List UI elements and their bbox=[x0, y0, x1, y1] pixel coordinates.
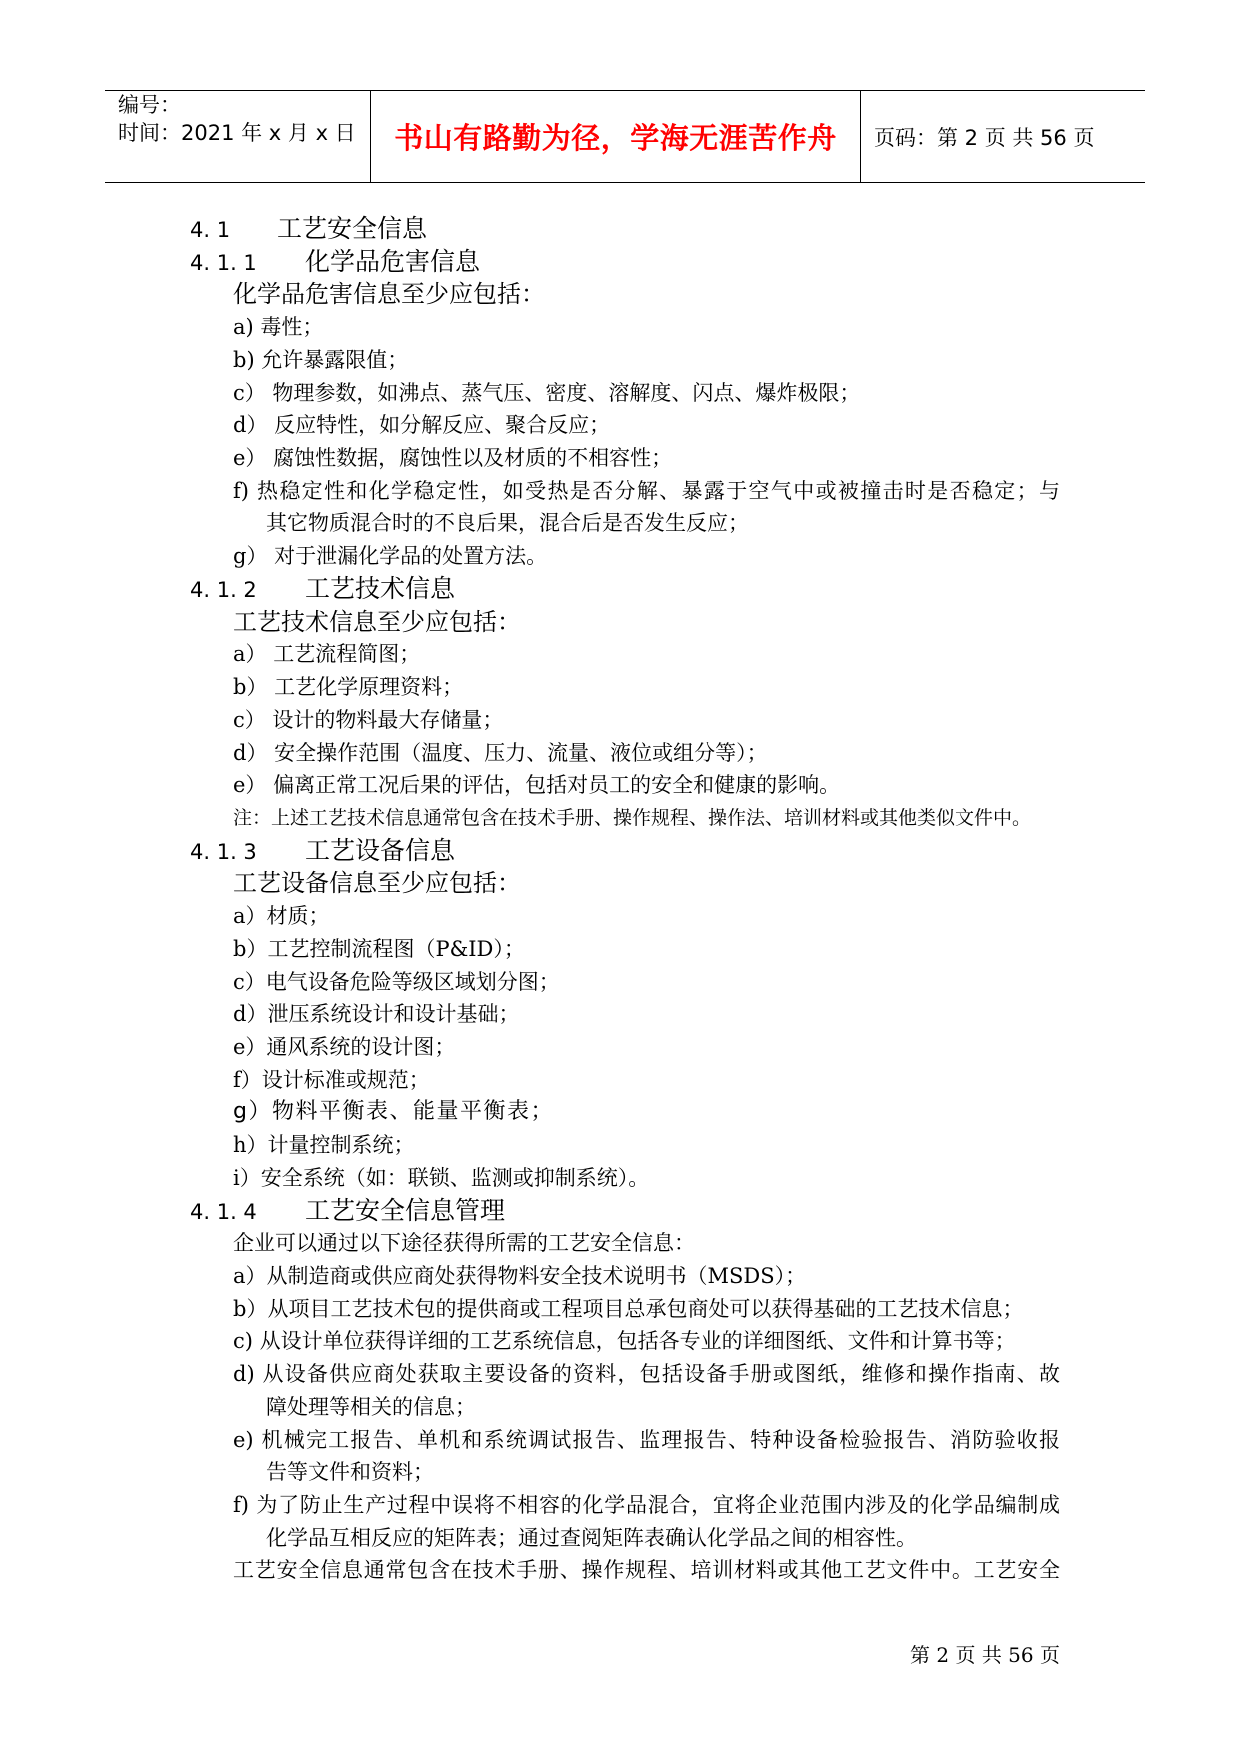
document-number-label: 编号： bbox=[118, 93, 181, 117]
list-item: b) 允许暴露限值； bbox=[233, 347, 409, 372]
list-item: h）计量控制系统； bbox=[233, 1133, 415, 1158]
list-item: e）通风系统的设计图； bbox=[233, 1034, 456, 1059]
list-item: b）从项目工艺技术包的提供商或工程项目总承包商处可以获得基础的工艺技术信息； bbox=[233, 1296, 1024, 1321]
header-left-cell bbox=[105, 91, 370, 182]
subsection-heading bbox=[0, 573, 1241, 606]
footer-page-number: 第 2 页 共 56 页 bbox=[910, 1643, 1060, 1667]
list-item-continuation: 化学品互相反应的矩阵表；通过查阅矩阵表确认化学品之间的相容性。 bbox=[266, 1525, 917, 1550]
list-item: g） 对于泄漏化学品的处置方法。 bbox=[233, 544, 548, 569]
section-heading bbox=[0, 213, 1241, 246]
list-item: d）泄压系统设计和设计基础； bbox=[233, 1002, 520, 1027]
subsection-title: 工艺设备信息 bbox=[305, 835, 456, 865]
list-item: c） 设计的物料最大存储量； bbox=[233, 707, 504, 732]
subsection-title: 化学品危害信息 bbox=[305, 246, 481, 276]
list-item-continuation: 障处理等相关的信息； bbox=[266, 1394, 476, 1419]
subsection-intro: 企业可以通过以下途径获得所需的工艺安全信息： bbox=[233, 1231, 695, 1256]
motto: 书山有路勤为径，学海无涯苦作舟 bbox=[394, 121, 837, 155]
list-item: a） 工艺流程简图； bbox=[233, 642, 421, 667]
subsection-number: 4. 1. 3 bbox=[190, 839, 257, 864]
section-title: 工艺安全信息 bbox=[277, 214, 428, 243]
list-item-continuation: 其它物质混合时的不良后果，混合后是否发生反应； bbox=[266, 511, 749, 536]
header-table bbox=[105, 90, 1145, 183]
list-item: d) 从设备供应商处获取主要设备的资料，包括设备手册或图纸，维修和操作指南、故 bbox=[233, 1362, 1060, 1387]
list-item: b）工艺控制流程图（P&ID）； bbox=[233, 936, 525, 961]
list-item: d） 反应特性，如分解反应、聚合反应； bbox=[233, 413, 611, 438]
list-item: f）设计标准或规范； bbox=[233, 1067, 430, 1092]
list-item: c) 从设计单位获得详细的工艺系统信息，包括各专业的详细图纸、文件和计算书等； bbox=[233, 1329, 1016, 1354]
subsection-number: 4. 1. 1 bbox=[190, 250, 257, 275]
section-number: 4. 1 bbox=[190, 218, 231, 242]
list-item: g）物料平衡表、能量平衡表； bbox=[233, 1099, 554, 1125]
list-item: c） 物理参数，如沸点、蒸气压、密度、溶解度、闪点、爆炸极限； bbox=[233, 380, 861, 405]
subsection-heading bbox=[0, 835, 1241, 868]
subsection-number: 4. 1. 2 bbox=[190, 577, 257, 602]
list-item: a）从制造商或供应商处获得物料安全技术说明书（MSDS）； bbox=[233, 1264, 807, 1288]
subsection-title: 工艺技术信息 bbox=[305, 573, 456, 603]
subsection-number: 4. 1. 4 bbox=[190, 1199, 257, 1224]
list-item: f) 为了防止生产过程中误将不相容的化学品混合，宜将企业范围内涉及的化学品编制成 bbox=[233, 1493, 1060, 1518]
subsection-intro: 工艺技术信息至少应包括： bbox=[233, 607, 521, 636]
list-item: d） 安全操作范围（温度、压力、流量、液位或组分等）； bbox=[233, 740, 768, 765]
subsection-title: 工艺安全信息管理 bbox=[305, 1195, 506, 1225]
subsection-intro: 化学品危害信息至少应包括： bbox=[233, 280, 545, 309]
list-item: b） 工艺化学原理资料； bbox=[233, 675, 464, 700]
subsection-heading bbox=[0, 1195, 1241, 1228]
document-body bbox=[0, 213, 1241, 1587]
subsection-heading bbox=[0, 246, 1241, 279]
list-item: a）材质； bbox=[233, 904, 330, 929]
list-item: e） 偏离正常工况后果的评估，包括对员工的安全和健康的影响。 bbox=[233, 773, 841, 798]
header-middle-cell bbox=[370, 91, 861, 182]
list-item: i）安全系统（如：联锁、监测或抑制系统）。 bbox=[233, 1165, 650, 1190]
closing-paragraph: 工艺安全信息通常包含在技术手册、操作规程、培训材料或其他工艺文件中。工艺安全 bbox=[233, 1558, 1060, 1583]
list-item: e) 机械完工报告、单机和系统调试报告、监理报告、特种设备检验报告、消防验收报 bbox=[233, 1427, 1060, 1452]
subsection-intro: 工艺设备信息至少应包括： bbox=[233, 869, 521, 898]
note: 注：上述工艺技术信息通常包含在技术手册、操作规程、操作法、培训材料或其他类似文件中。 bbox=[233, 806, 1032, 829]
list-item: e） 腐蚀性数据，腐蚀性以及材质的不相容性； bbox=[233, 446, 673, 471]
list-item-continuation: 告等文件和资料； bbox=[266, 1460, 434, 1485]
list-item: a) 毒性； bbox=[233, 315, 324, 340]
list-item: f) 热稳定性和化学稳定性，如受热是否分解、暴露于空气中或被撞击时是否稳定；与 bbox=[233, 478, 1060, 503]
list-item: c）电气设备危险等级区域划分图； bbox=[233, 969, 560, 994]
page-info: 页码：第 2 页 共 56 页 bbox=[874, 125, 1095, 150]
header-right-cell bbox=[861, 91, 1145, 182]
document-date: 时间：2021 年 x 月 x 日 bbox=[118, 121, 356, 145]
